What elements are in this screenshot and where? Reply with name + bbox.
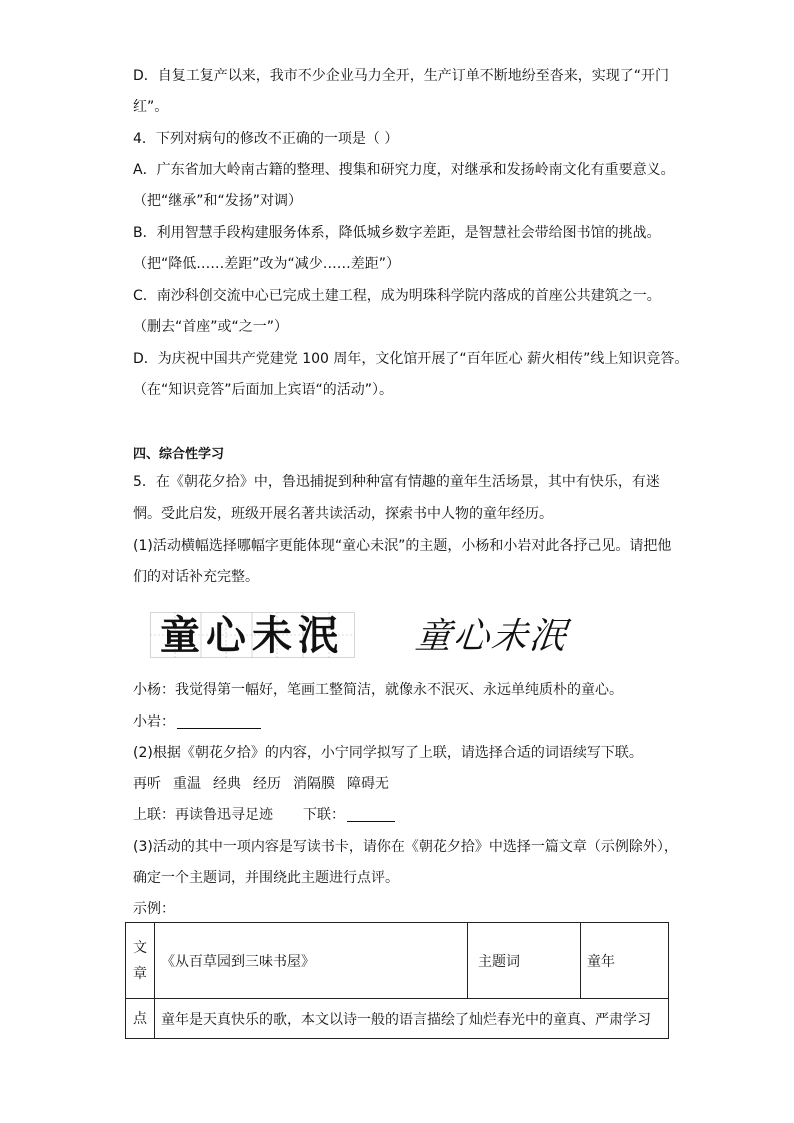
q4-option-d-note: （在“知识竞答”后面加上宾语“的活动”）。	[133, 382, 394, 398]
q5-part2-stem: (2)根据《朝花夕拾》的内容，小宁同学拟写了上联，请选择合适的词语续写下联。	[133, 745, 643, 761]
shanglian: 上联：再读鲁迅寻足迹	[133, 807, 273, 823]
reading-card-table	[125, 922, 669, 1039]
word-bank-item: 障碍无	[347, 776, 389, 792]
q3-option-d-line2: 红”。	[133, 99, 169, 115]
xiaoyan-dialogue	[133, 712, 261, 732]
q4-option-a: A．广东省加大岭南古籍的整理、搜集和研究力度，对继承和发扬岭南文化有重要意义。	[133, 162, 675, 178]
q3-option-d-line1: D．自复工复产以来，我市不少企业马力全开，生产订单不断地纷至沓来，实现了“开门	[133, 68, 670, 84]
q4-option-b: B．利用智慧手段构建服务体系，降低城乡数字差距，是智慧社会带给图书馆的挑战。	[133, 225, 661, 241]
word-bank-item: 经典	[213, 776, 241, 792]
q4-option-c-note: （删去“首座”或“之一”）	[133, 319, 289, 335]
xialian-label: 下联：	[303, 807, 345, 823]
q4-stem: 4．下列对病句的修改不正确的一项是（ ）	[133, 131, 399, 147]
comment-text: 童年是天真快乐的歌，本文以诗一般的语言描绘了灿烂春光中的童真、严肃学习	[155, 999, 669, 1039]
word-bank-item: 重温	[173, 776, 201, 792]
banner1-text: 童心未泯	[160, 612, 344, 658]
q5-part3-line2: 确定一个主题词，并围绕此主题进行点评。	[133, 870, 399, 886]
q4-option-b-note: （把“降低……差距”改为“减少……差距”）	[133, 256, 401, 272]
banner-regular-script	[150, 612, 355, 658]
label-comment: 点	[126, 999, 155, 1039]
q5-stem-line1: 5．在《朝花夕拾》中，鲁迅捕捉到种种富有情趣的童年生活场景，其中有快乐，有迷	[133, 474, 660, 490]
q5-part3-line1: (3)活动的其中一项内容是写读书卡，请你在《朝花夕拾》中选择一篇文章（示例除外），	[133, 839, 678, 855]
q4-option-c: C．南沙科创交流中心已完成土建工程，成为明珠科学院内落成的首座公共建筑之一。	[133, 288, 661, 304]
word-bank	[133, 774, 401, 794]
section-heading: 四、综合性学习	[133, 447, 225, 462]
answer-blank-xialian[interactable]	[347, 807, 395, 822]
xiaoyan-label: 小岩：	[133, 714, 175, 730]
q5-stem-line2: 惘。受此启发，班级开展名著共读活动，探索书中人物的童年经历。	[133, 506, 553, 522]
couplet-line	[133, 805, 395, 825]
example-label: 示例：	[133, 901, 175, 917]
word-bank-item: 再听	[133, 776, 161, 792]
label-article-char1: 文	[133, 939, 147, 956]
theme-value: 童年	[581, 923, 669, 999]
banner-cursive-script	[408, 612, 580, 658]
q5-part1-line2: 们的对话补充完整。	[133, 569, 259, 585]
word-bank-item: 经历	[253, 776, 281, 792]
label-article-char2: 章	[133, 965, 147, 982]
answer-blank-xiaoyan[interactable]	[177, 714, 261, 729]
label-article	[126, 923, 155, 999]
article-title: 《从百草园到三味书屋》	[155, 923, 468, 999]
q5-part1-line1: (1)活动横幅选择哪幅字更能体现“童心未泯”的主题，小杨和小岩对此各抒己见。请把他	[133, 538, 672, 554]
xiaoyang-dialogue: 小杨：我觉得第一幅好，笔画工整简洁，就像永不泯灭、永远单纯质朴的童心。	[133, 682, 623, 698]
word-bank-item: 消隔膜	[293, 776, 335, 792]
q4-option-d: D．为庆祝中国共产党建党 100 周年，文化馆开展了“百年匠心 薪火相传”线上知识竞答。	[133, 351, 689, 367]
q4-option-a-note: （把“继承”和“发扬”对调）	[133, 193, 303, 209]
banner2-text: 童心未泯	[413, 615, 570, 657]
label-theme: 主题词	[468, 923, 581, 999]
